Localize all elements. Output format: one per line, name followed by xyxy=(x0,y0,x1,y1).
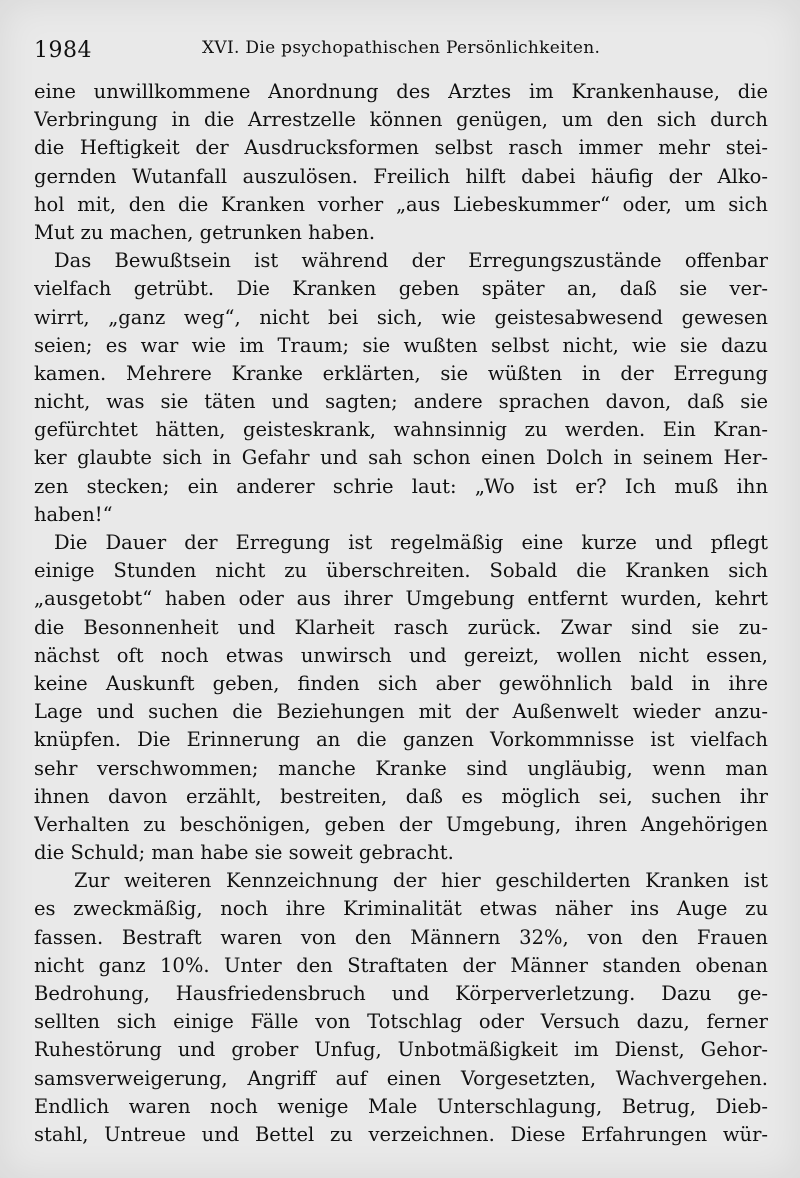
text-line: Verbringung in die Arrestzelle können genügen, um den sich durch xyxy=(34,108,768,132)
text-line: nächst oft noch etwas unwirsch und gereizt, wollen nicht essen, xyxy=(34,643,768,667)
text-line: Lage und suchen die Beziehungen mit der Außenwelt wieder anzu- xyxy=(34,700,768,724)
paragraph-first-line: Das Bewußtsein ist während der Erregungszustände offenbar xyxy=(54,249,768,273)
text-line: sehr verschwommen; manche Kranke sind ungläubig, wenn man xyxy=(34,756,768,780)
text-line: keine Auskunft geben, finden sich aber gewöhnlich bald in ihre xyxy=(34,671,768,695)
text-line: wirrt, „ganz weg“, nicht bei sich, wie geistesabwesend gewesen xyxy=(34,305,768,329)
paragraph-first-line: Die Dauer der Erregung ist regelmäßig eine kurze und pflegt xyxy=(54,531,768,554)
text-line: samsverweigerung, Angriff auf einen Vorgesetzten, Wachvergehen. xyxy=(34,1066,768,1090)
text-line: sellten sich einige Fälle von Totschlag oder Versuch dazu, ferner xyxy=(34,1010,768,1034)
text-line: „ausgetobt“ haben oder aus ihrer Umgebung entfernt wurden, kehrt xyxy=(34,587,768,611)
text-line: hol mit, den die Kranken vorher „aus Liebeskummer“ oder, um sich xyxy=(34,192,768,216)
body-text xyxy=(34,78,768,1149)
text-line: zen stecken; ein anderer schrie laut: „Wo ist er? Ich muß ihn xyxy=(34,474,768,498)
text-line: haben!“ xyxy=(34,502,113,526)
text-line: stahl, Untreue und Bettel zu verzeichnen. Diese Erfahrungen wür- xyxy=(34,1122,768,1146)
text-line: Mut zu machen, getrunken haben. xyxy=(34,220,376,244)
text-line: fassen. Bestraft waren von den Männern 32%, von den Frauen xyxy=(34,925,768,949)
text-line: ker glaubte sich in Gefahr und sah schon einen Dolch in seinem Her- xyxy=(34,446,768,470)
text-line: nicht, was sie täten und sagten; andere sprachen davon, daß sie xyxy=(34,390,768,414)
text-line: knüpfen. Die Erinnerung an die ganzen Vorkommnisse ist vielfach xyxy=(34,728,768,752)
text-line: gefürchtet hätten, geisteskrank, wahnsinnig zu werden. Ein Kran- xyxy=(34,418,768,442)
text-line: die Besonnenheit und Klarheit rasch zurück. Zwar sind sie zu- xyxy=(34,615,768,639)
text-line: einige Stunden nicht zu überschreiten. Sobald die Kranken sich xyxy=(34,559,768,583)
text-line: gernden Wutanfall auszulösen. Freilich hilft dabei häufig der Alko- xyxy=(34,164,768,188)
text-line: Bedrohung, Hausfriedensbruch und Körperverletzung. Dazu ge- xyxy=(34,982,768,1005)
paragraph-first-line: Zur weiteren Kennzeichnung der hier geschilderten Kranken ist xyxy=(74,869,768,893)
text-line: vielfach getrübt. Die Kranken geben später an, daß sie ver- xyxy=(34,277,768,301)
text-line: die Heftigkeit der Ausdrucksformen selbst rasch immer mehr stei- xyxy=(34,136,768,160)
text-line: es zweckmäßig, noch ihre Kriminalität etwas näher ins Auge zu xyxy=(34,897,768,921)
running-title: XVI. Die psychopathischen Persönlichkeiten. xyxy=(202,38,601,58)
text-line: Verhalten zu beschönigen, geben der Umgebung, ihren Angehörigen xyxy=(34,812,768,836)
text-line: ihnen davon erzählt, bestreiten, daß es möglich sei, suchen ihr xyxy=(34,784,768,808)
text-line: seien; es war wie im Traum; sie wußten selbst nicht, wie sie dazu xyxy=(34,333,768,357)
text-line: kamen. Mehrere Kranke erklärten, sie wüßten in der Erregung xyxy=(34,361,768,385)
text-line: eine unwillkommene Anordnung des Arztes im Krankenhause, die xyxy=(34,80,768,103)
text-line: Endlich waren noch wenige Male Unterschlagung, Betrug, Dieb- xyxy=(34,1094,768,1118)
page-header xyxy=(34,38,769,68)
page-number: 1984 xyxy=(34,38,92,63)
text-line: nicht ganz 10%. Unter den Straftaten der Männer standen obenan xyxy=(34,953,768,977)
text-line: die Schuld; man habe sie soweit gebracht. xyxy=(34,841,454,865)
text-line: Ruhestörung und grober Unfug, Unbotmäßigkeit im Dienst, Gehor- xyxy=(34,1038,768,1062)
